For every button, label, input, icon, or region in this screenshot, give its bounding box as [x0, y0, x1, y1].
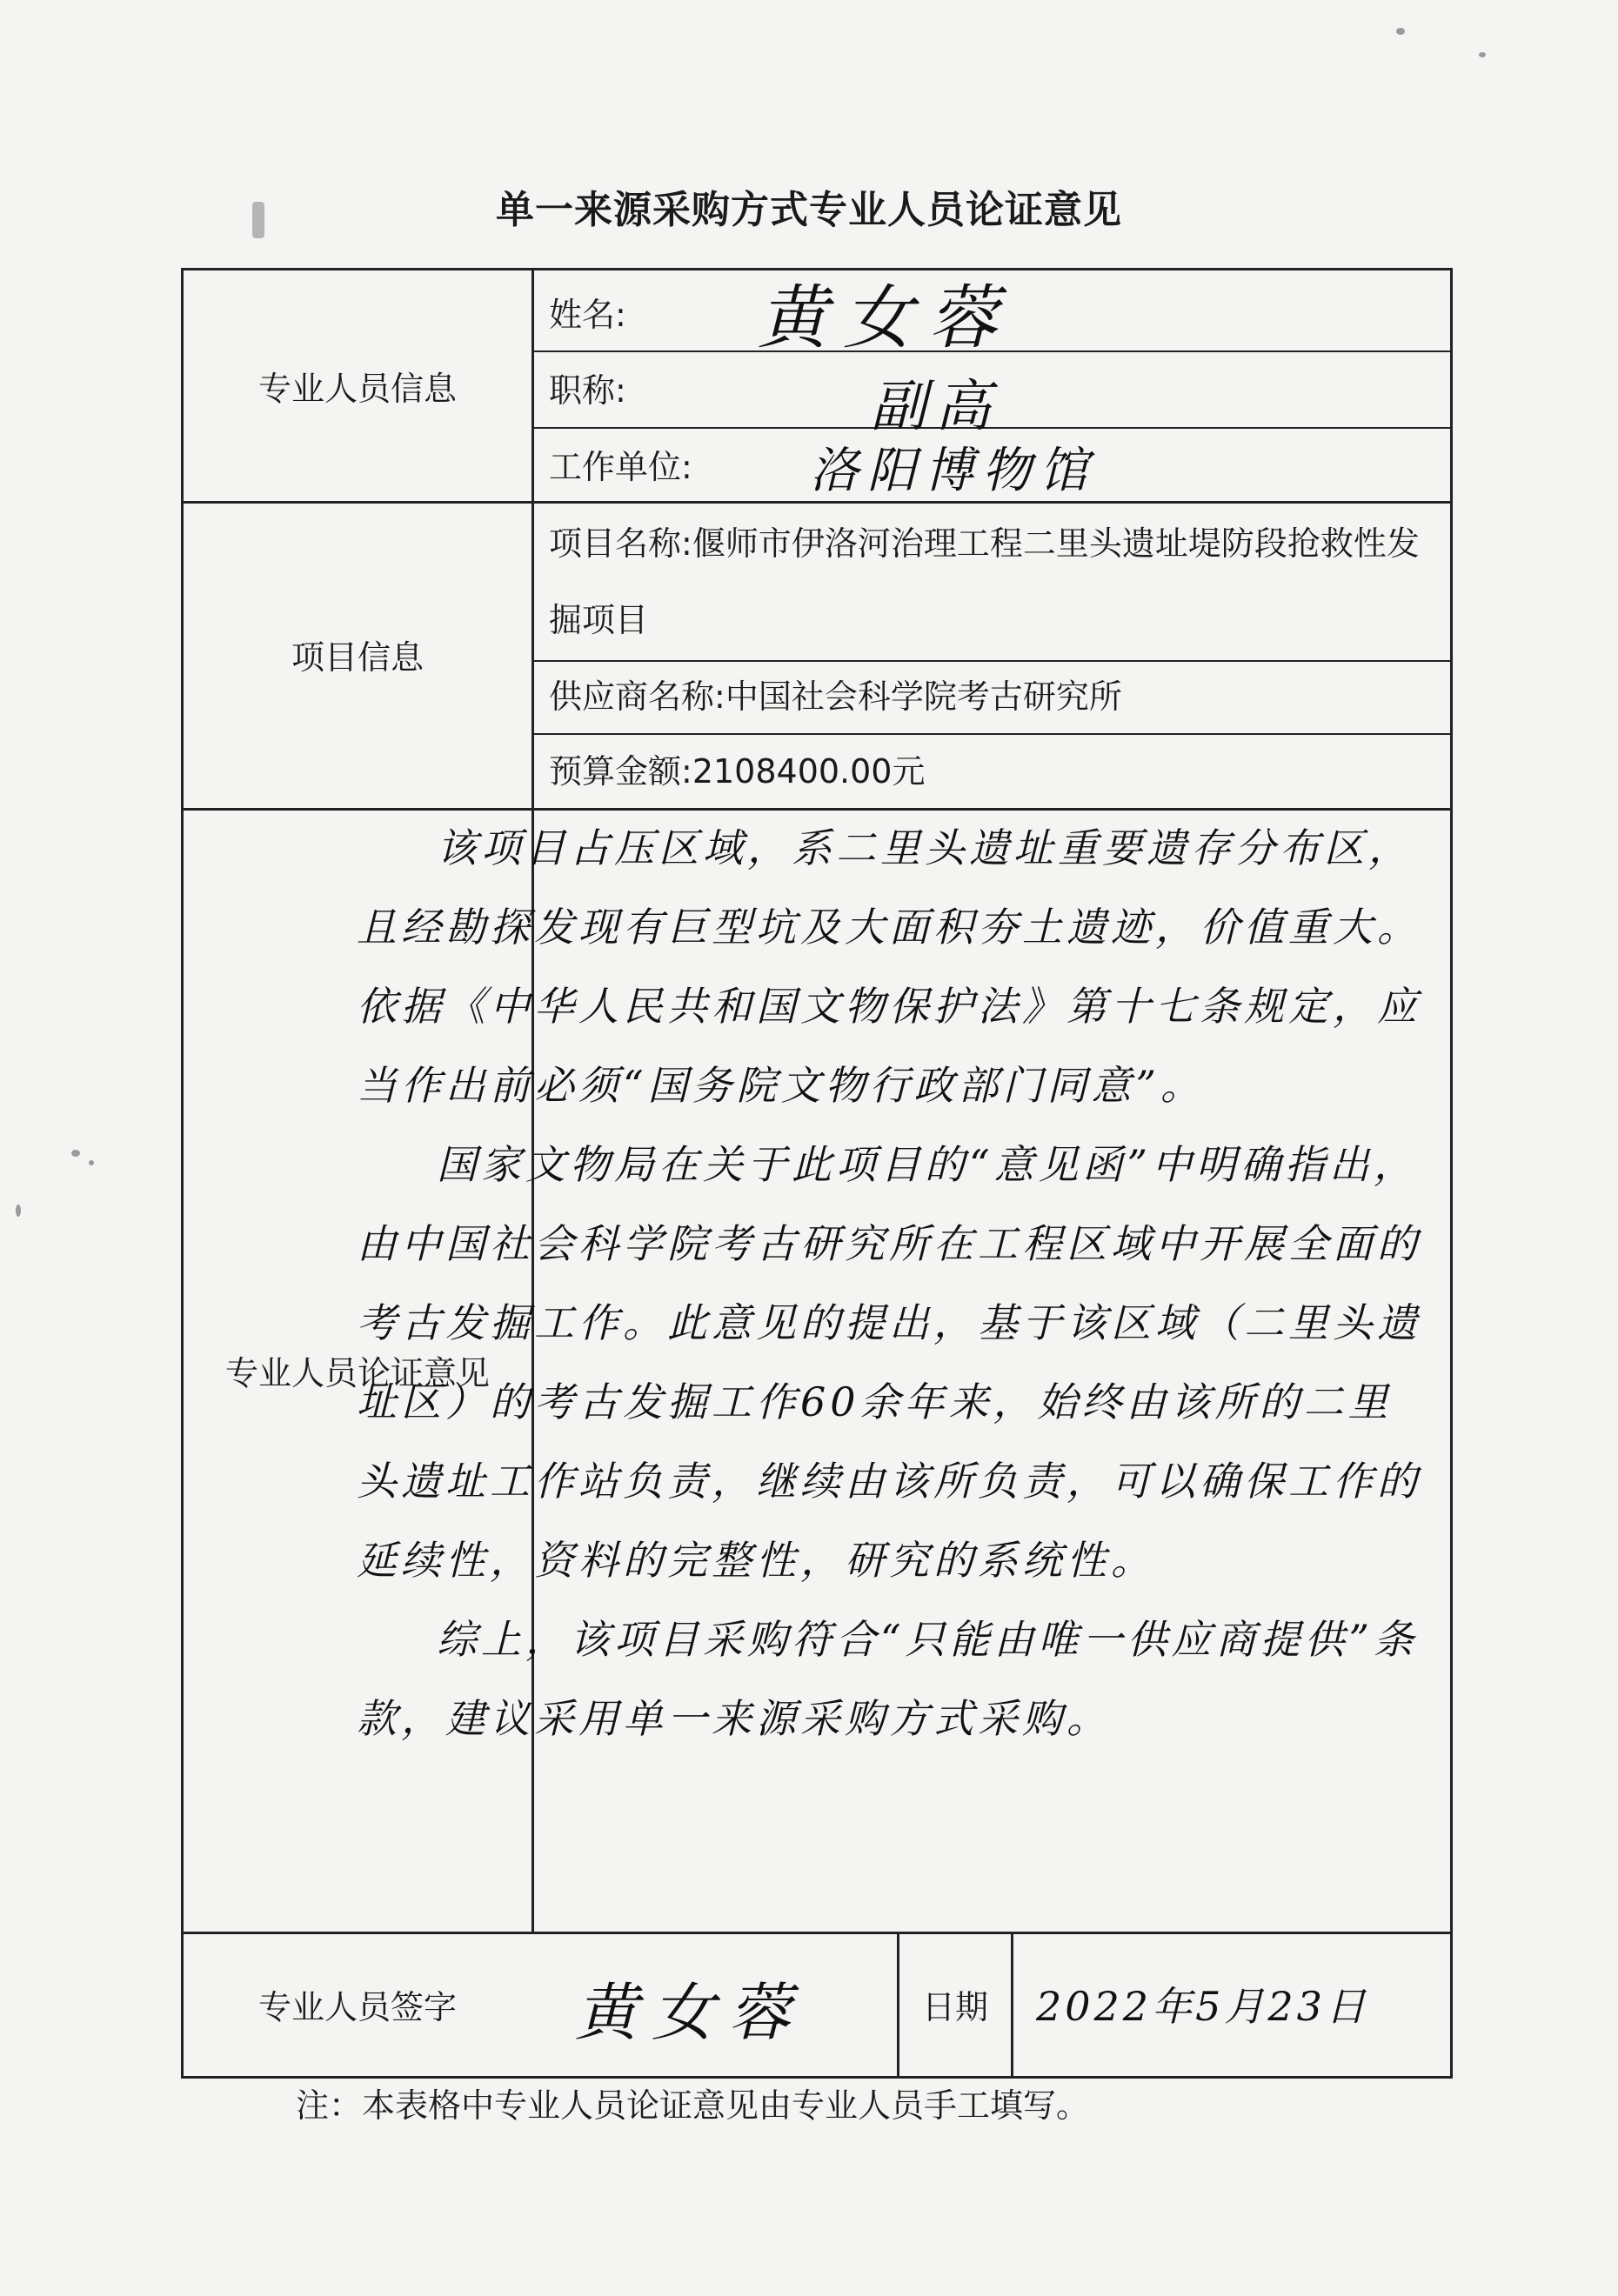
title-value: 副高 [871, 375, 1000, 439]
expert-info-label: 专业人员信息 [257, 370, 457, 408]
budget-label: 预算金额: [549, 752, 692, 791]
project-name-label: 项目名称: [549, 524, 692, 563]
footnote: 注：本表格中专业人员论证意见由专业人员手工填写。 [296, 2086, 1090, 2125]
employer-value: 洛阳博物馆 [810, 443, 1097, 499]
project-name-value: 偃师市伊洛河治理工程二里头遗址堤防段抢救性发掘项目 [549, 524, 1420, 639]
signature-label: 专业人员签字 [257, 1987, 457, 2026]
scan-speck [252, 202, 264, 238]
opinion-handwriting [357, 809, 1435, 1759]
budget [549, 733, 925, 810]
scan-speck [16, 1205, 21, 1217]
employer-label: 工作单位: [549, 448, 692, 486]
form-title: 单一来源采购方式专业人员论证意见 [496, 188, 1122, 232]
name-value: 黄女蓉 [758, 277, 1013, 358]
date-label: 日期 [921, 1987, 988, 2026]
opinion-label: 专业人员论证意见 [224, 1353, 490, 1392]
opinion-paragraph: 该项目占压区域，系二里头遗址重要遗存分布区，且经勘探发现有巨型坑及大面积夯土遗迹，价值重大。依据《中华人民共和国文物保护法》第十七条规定，应当作出前必须“国务院文物行政部门同意”。 [357, 824, 1421, 1109]
scan-speck [71, 1150, 80, 1157]
scan-speck [1479, 52, 1486, 57]
scan-speck [1396, 28, 1405, 35]
supplier-label: 供应商名称: [549, 677, 725, 716]
supplier [549, 658, 1122, 735]
signature-divider [1011, 1932, 1013, 2076]
title-label: 职称: [549, 371, 626, 410]
supplier-value: 中国社会科学院考古研究所 [725, 677, 1122, 716]
scan-speck [89, 1160, 94, 1165]
opinion-paragraph: 国家文物局在关于此项目的“意见函”中明确指出，由中国社会科学院考古研究所在工程区域中开展全面的考古发掘工作。此意见的提出，基于该区域（二里头遗址区）的考古发掘工作60余年来，始终由该所的二里头遗址工作站负责，继续由该所负责，可以确保工作的延续性，资料的完整性，研究的系统性。 [357, 1141, 1421, 1584]
date-value: 2022年5月23日 [1036, 1983, 1369, 2030]
project-info-label: 项目信息 [291, 638, 424, 677]
opinion-paragraph: 综上，该项目采购符合“只能由唯一供应商提供”条款，建议采用单一来源采购方式采购。 [357, 1616, 1419, 1742]
project-name [549, 505, 1427, 658]
name-label: 姓名: [549, 296, 626, 334]
budget-value: 2108400.00元 [692, 752, 926, 791]
expert-signature: 黄女蓉 [575, 1976, 806, 2049]
